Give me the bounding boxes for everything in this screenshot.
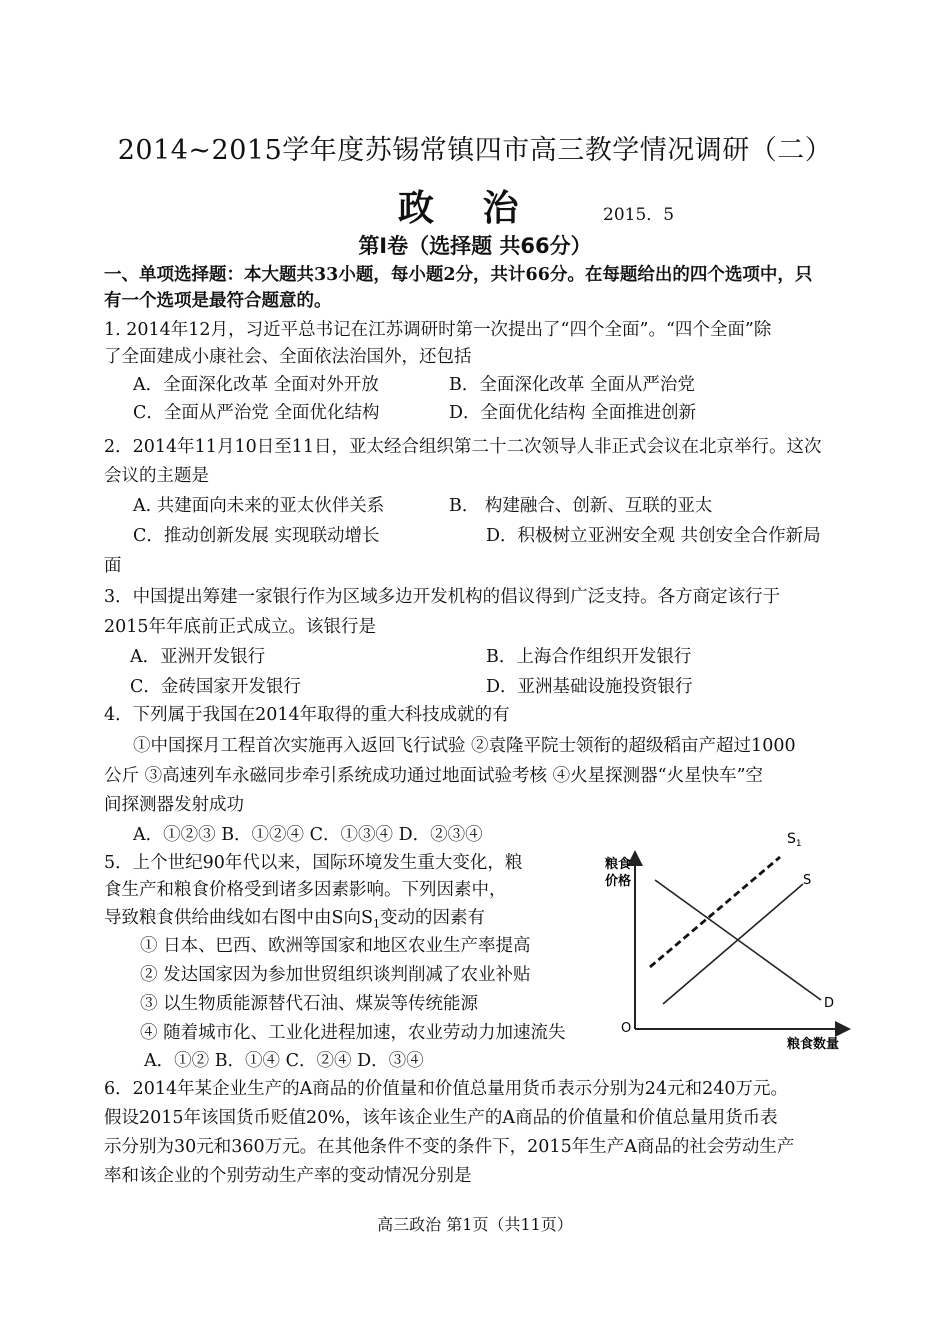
q2-option-b: B． 构建融合、创新、互联的亚太 (449, 496, 713, 516)
q5-stem-line-1: 5．上个世纪90年代以来，国际环境发生重大变化，粮 (104, 853, 523, 873)
origin-label: O (621, 1021, 632, 1036)
q3-option-c: C．金砖国家开发银行 (130, 677, 301, 697)
q4-options: A．①②③ B．①②④ C．①③④ D．②③④ (133, 825, 483, 845)
q4-stem-line-4: 间探测器发射成功 (104, 795, 244, 815)
section-instruction-line-1: 一、单项选择题：本大题共33小题，每小题2分，共计66分。在每题给出的四个选项中，只 (104, 265, 813, 285)
q3-option-d: D．亚洲基础设施投资银行 (486, 677, 693, 697)
q4-stem-line-1: 4．下列属于我国在2014年取得的重大科技成就的有 (104, 705, 510, 725)
q5-item-1: ① 日本、巴西、欧洲等国家和地区农业生产率提高 (140, 936, 531, 956)
q1-option-d: D．全面优化结构 全面推进创新 (449, 403, 697, 423)
supply-curve-s (663, 884, 803, 1004)
q3-option-b: B．上海合作组织开发银行 (486, 647, 692, 667)
q5-item-3: ③ 以生物质能源替代石油、煤炭等传统能源 (140, 994, 479, 1014)
q5-stem-line-2: 食生产和粮食价格受到诸多因素影响。下列因素中， (104, 880, 507, 900)
page-footer: 高三政治 第1页（共11页） (377, 1215, 573, 1234)
q4-stem-line-2: ①中国探月工程首次实施再入返回飞行试验 ②袁隆平院士领衔的超级稻亩产超过1000 (133, 736, 796, 756)
q5-options: A．①② B．①④ C．②④ D．③④ (144, 1051, 424, 1071)
q2-option-d-continued: 面 (104, 556, 122, 576)
exam-title: 2014~2015学年度苏锡常镇四市高三教学情况调研（二） (117, 135, 833, 166)
supply-demand-diagram (595, 822, 860, 1057)
q1-option-c: C．全面从严治党 全面优化结构 (133, 403, 380, 423)
q1-stem-line-2: 了全面建成小康社会、全面依法治国外，还包括 (104, 347, 472, 367)
x-axis-label: 粮食数量 (787, 1037, 840, 1052)
q5-subscript: 1 (372, 917, 380, 931)
q6-stem-line-1: 6．2014年某企业生产的A商品的价值量和价值总量用货币表示分别为24元和240万元。 (104, 1079, 788, 1099)
q1-option-b: B．全面深化改革 全面从严治党 (449, 375, 695, 395)
s1-label-subscript: 1 (795, 839, 802, 849)
q3-option-a: A．亚洲开发银行 (130, 647, 266, 667)
subject-heading: 政 治 (398, 188, 537, 229)
q1-stem-line-1: 1. 2014年12月，习近平总书记在江苏调研时第一次提出了“四个全面”。“四个全面”除 (104, 320, 772, 340)
d-label: D (824, 996, 835, 1011)
s1-label (787, 831, 802, 849)
q6-stem-line-2: 假设2015年该国货币贬值20%，该年该企业生产的A商品的价值量和价值总量用货币表 (104, 1108, 778, 1128)
q2-option-a: A. 共建面向未来的亚太伙伴关系 (133, 496, 385, 516)
y-axis-label-1: 粮食 (605, 857, 632, 872)
s1-label-text: S (787, 831, 796, 847)
q5-item-2: ② 发达国家因为参加世贸组织谈判削减了农业补贴 (140, 965, 531, 985)
q2-stem-line-2: 会议的主题是 (104, 466, 209, 486)
y-axis-label-2: 价格 (605, 874, 632, 889)
q5-item-4: ④ 随着城市化、工业化进程加速，农业劳动力加速流失 (140, 1023, 566, 1043)
q6-stem-line-3: 示分别为30元和360万元。在其他条件不变的条件下，2015年生产A商品的社会劳动生产 (104, 1137, 795, 1157)
q3-stem-line-2: 2015年年底前正式成立。该银行是 (104, 617, 377, 637)
q2-stem-line-1: 2．2014年11月10日至11日，亚太经合组织第二十二次领导人非正式会议在北京举行。这次 (104, 437, 822, 457)
q5-stem-line-3-tail: 变动的因素有 (379, 908, 485, 928)
q2-option-d: D．积极树立亚洲安全观 共创安全合作新局 (486, 526, 821, 546)
q2-option-c: C．推动创新发展 实现联动增长 (133, 526, 380, 546)
q3-stem-line-1: 3．中国提出筹建一家银行作为区域多边开发机构的倡议得到广泛支持。各方商定该行于 (104, 587, 781, 607)
part-heading: 第Ⅰ卷（选择题 共66分） (358, 234, 592, 258)
q6-stem-line-4: 率和该企业的个别劳动生产率的变动情况分别是 (104, 1166, 472, 1186)
q5-stem-line-3-text: 导致粮食供给曲线如右图中由S向S (104, 908, 373, 928)
q4-stem-line-3: 公斤 ③高速列车永磁同步牵引系统成功通过地面试验考核 ④火星探测器“火星快车”空 (104, 766, 764, 786)
q1-option-a: A．全面深化改革 全面对外开放 (133, 375, 379, 395)
section-instruction-line-2: 有一个选项是最符合题意的。 (104, 291, 332, 311)
exam-date: 2015．5 (603, 205, 675, 225)
s-label: S (803, 873, 812, 888)
supply-curve-s1 (650, 857, 780, 967)
q5-items-clip (140, 933, 590, 1053)
